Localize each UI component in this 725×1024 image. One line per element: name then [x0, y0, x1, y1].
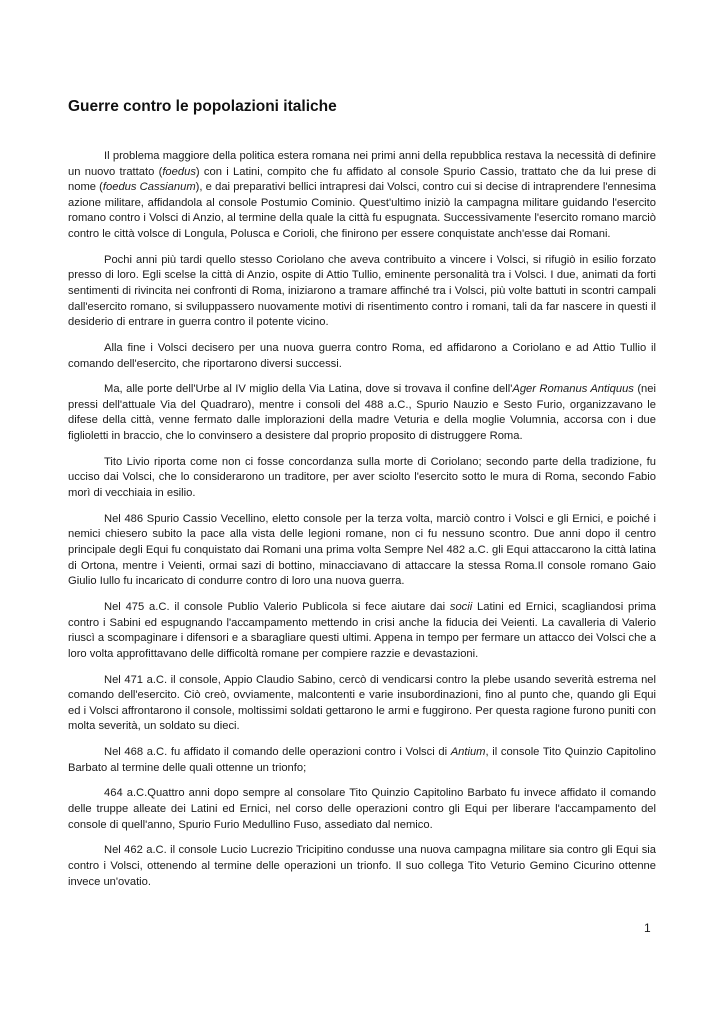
- italic-term: Ager Romanus Antiquus: [512, 383, 634, 396]
- paragraph-text: Tito Livio riporta come non ci fosse concordanza sulla morte di Coriolano; secondo parte della tradizione, fu ucciso dai Volsci, che lo considerarono un traditore, per aver sciolto l'esercito sotto le mura di Roma, secondo Fabio morì di vecchiaia in esilio.: [68, 455, 656, 500]
- paragraph: [68, 673, 656, 735]
- italic-term: foedus: [162, 165, 196, 178]
- paragraph: [68, 253, 656, 331]
- paragraph: [68, 149, 656, 243]
- paragraph: [68, 745, 656, 776]
- paragraph: [68, 843, 656, 890]
- paragraph-text: (nei pressi dell'attuale Via del Quadraro), mentre i consoli del 488 a.C., Spurio Nauzio e Sesto Furio, organizzavano le difese della città, venne fermato dalle implorazioni della madre Veturia e della moglie Volumnia, accorsa con i due figlioletti in braccio, che lo convinsero a desistere dal proprio proposito di distruggere Roma.: [68, 383, 656, 443]
- paragraph: [68, 512, 656, 590]
- paragraph: [68, 382, 656, 444]
- paragraph-text: Nel 475 a.C. il console Publio Valerio Publicola si fece aiutare dai: [104, 600, 450, 613]
- page-number: 1: [644, 921, 651, 935]
- paragraph-text: 464 a.C.Quattro anni dopo sempre al consolare Tito Quinzio Capitolino Barbato fu invece affidato il comando delle truppe alleate dei Latini ed Ernici, nel corso delle operazioni contro gli Equi per liberare l'accampamento del console di quell'anno, Spurio Furio Medullino Fuso, assediato dal nemico.: [68, 787, 656, 831]
- paragraph-text: Pochi anni più tardi quello stesso Coriolano che aveva contribuito a vincere i Volsci, si rifugiò in esilio forzato presso di loro. Egli scelse la città di Anzio, ospite di Attio Tullio, eminente personalità tra i Volsci. I due, animati da forti sentimenti di rivincita nei confronti di Roma, iniziarono a tramare affinché tra i Volsci, più volte battuti in scontri campali dall'esercito romano, si sviluppassero nuovamente motivi di risentimento contro i romani, tali da far nascere in questi il desiderio di entrare in guerra contro il potente vicino.: [68, 253, 656, 329]
- italic-term: Antium: [450, 746, 486, 759]
- paragraph-text: Nel 462 a.C. il console Lucio Lucrezio Tricipitino condusse una nuova campagna militare sia contro gli Equi sia contro i Volsci, ottenendo al termine delle operazioni un trionfo. Il suo collega Tito Veturio Gemino Cicurino ottenne invece un'ovatio.: [68, 844, 656, 888]
- paragraph: [68, 786, 656, 833]
- paragraph-text: , il console Tito Quinzio Capitolino Barbato al termine delle quali ottenne un trionfo;: [68, 746, 656, 774]
- italic-term: socii: [449, 600, 473, 613]
- paragraph: [68, 341, 656, 372]
- paragraph: [68, 455, 656, 502]
- paragraph-text: Alla fine i Volsci decisero per una nuova guerra contro Roma, ed affidarono a Coriolano e ad Attio Tullio il comando dell'esercito, che riportarono diversi successi.: [68, 341, 656, 370]
- page-title: Guerre contro le popolazioni italiche: [68, 98, 337, 115]
- paragraph-text: Il problema maggiore della politica estera romana nei primi anni della repubblica restava la necessità di definire un nuovo trattato (: [68, 150, 656, 178]
- paragraph-text: Nel 486 Spurio Cassio Vecellino, eletto console per la terza volta, marciò contro i Volsci e gli Ernici, e poiché i nemici chiesero subito la pace alla vista delle legioni romane, non ci fu nessuno scontro. Due anni dopo il centro principale degli Equi fu conquistato dai Romani una prima volta Sempre Nel 482 a.C. gli Equi attaccarono la città latina di Ortona, mentre i Veienti, ormai sazi di bottino, minacciavano di attaccare la stessa Roma.Il console romano Gaio Giulio Iullo fu incaricato di condurre contro di loro una nuova guerra.: [68, 512, 656, 588]
- paragraph-text: ) con i Latini, compito che fu affidato al console Spurio Cassio, trattato che da lui prese di nome (: [68, 165, 656, 194]
- paragraph-text: Latini ed Ernici, scagliandosi prima contro i Sabini ed espugnando l'accampamento mettendo in crisi anche la fiducia dei Veienti. La cavalleria di Valerio riuscì a scompaginare i difensori e a sbaragliare questi ultimi. Appena in tempo per fermare un attacco dei Volsci che a loro volta approfittavano delle difficoltà romane per compiere razzie e devastazioni.: [68, 600, 657, 660]
- paragraph-text: Nel 468 a.C. fu affidato il comando delle operazioni contro i Volsci di: [104, 746, 451, 759]
- italic-term: foedus Cassianum: [102, 181, 196, 194]
- paragraph-text: Ma, alle porte dell'Urbe al IV miglio della Via Latina, dove si trovava il confine dell': [104, 383, 513, 396]
- paragraph-text: Nel 471 a.C. il console, Appio Claudio Sabino, cercò di vendicarsi contro la plebe usando severità estrema nel comando dell'esercito. Ciò creò, ovviamente, malcontenti e varie insubordinazioni, fino al punto che, quando gli Equi ed i Volsci affrontarono il console, moltissimi soldati gettarono le armi e fuggirono. Per questa ragione furono puniti con molta severità, un soldato su dieci.: [68, 673, 656, 733]
- paragraph-text: ), e dai preparativi bellici intrapresi dai Volsci, contro cui si decise di intraprendere l'ennesima azione militare, affidandola al console Postumio Cominio. Quest'ultimo iniziò la campagna militare guidando l'esercito romano contro i Volsci di Anzio, al termine della quale la città fu espugnata. Successivamente l'esercito romano marciò contro le città volsce di Longula, Polusca e Corioli, che finirono per essere conquistate anch'esse dai Romani.: [68, 181, 656, 240]
- paragraph: [68, 600, 656, 662]
- body-text: [68, 149, 656, 900]
